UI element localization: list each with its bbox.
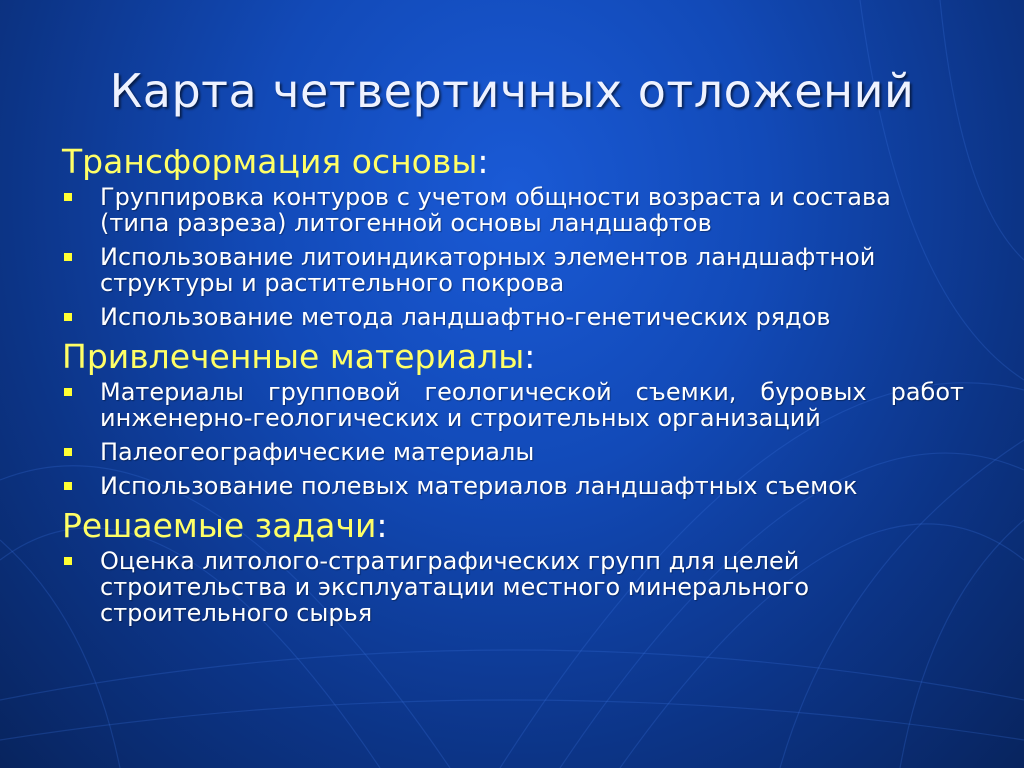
- list-item: Палеогеографические материалы: [62, 439, 964, 465]
- section-materials: [62, 338, 964, 499]
- bullet-list: [62, 379, 964, 499]
- list-item: Оценка литолого-стратиграфических групп для целей строительства и эксплуатации местного минерального строительного сырья: [62, 548, 964, 626]
- bullet-list: [62, 184, 964, 330]
- square-bullet-icon: [64, 193, 72, 201]
- list-item: Использование литоиндикаторных элементов ландшафтной структуры и растительного покрова: [62, 244, 964, 296]
- section-tasks: [62, 507, 964, 626]
- slide-content: [62, 143, 964, 634]
- square-bullet-icon: [64, 448, 72, 456]
- list-item: Использование метода ландшафтно-генетических рядов: [62, 304, 964, 330]
- slide-title: Карта четвертичных отложений: [109, 64, 915, 118]
- section-heading: Привлеченные материалы:: [62, 337, 536, 376]
- list-item: Использование полевых материалов ландшафтных съемок: [62, 473, 964, 499]
- bullet-list: [62, 548, 964, 626]
- section-heading: Трансформация основы:: [62, 142, 489, 181]
- section-heading: Решаемые задачи:: [62, 506, 388, 545]
- square-bullet-icon: [64, 388, 72, 396]
- list-item: Группировка контуров с учетом общности возраста и состава (типа разреза) литогенной основы ландшафтов: [62, 184, 964, 236]
- square-bullet-icon: [64, 482, 72, 490]
- list-item: Материалы групповой геологической съемки, буровых работ инженерно-геологических и строительных организаций: [62, 379, 964, 431]
- section-transformation: [62, 143, 964, 330]
- square-bullet-icon: [64, 253, 72, 261]
- square-bullet-icon: [64, 557, 72, 565]
- square-bullet-icon: [64, 313, 72, 321]
